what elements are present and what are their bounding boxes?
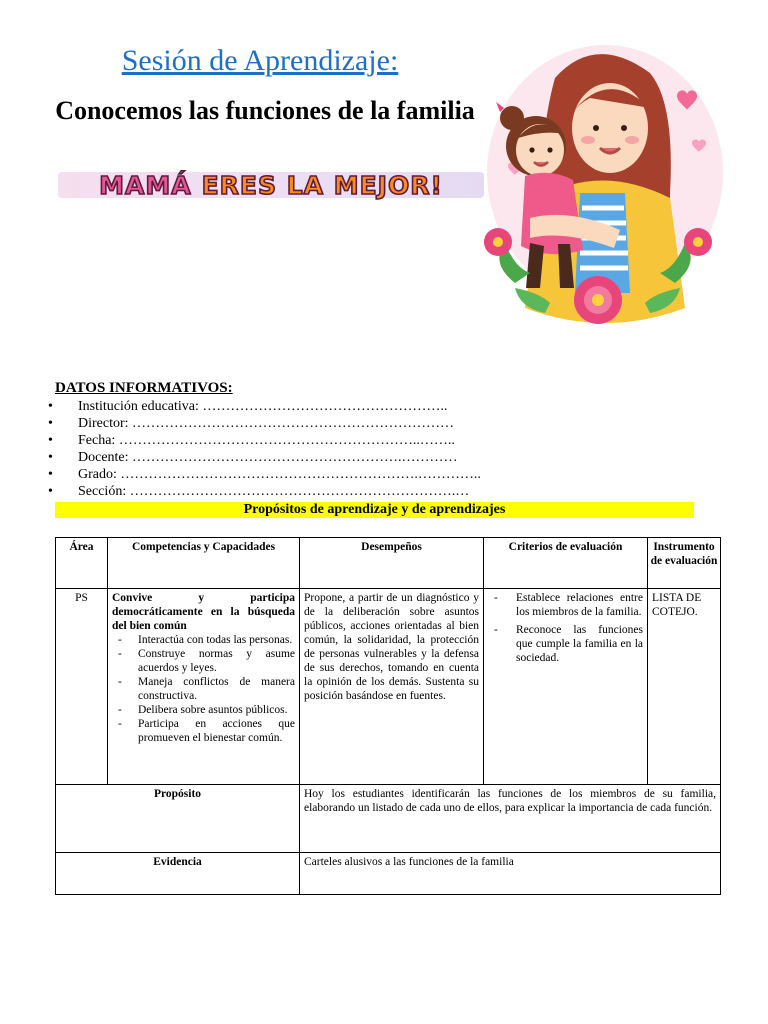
daughter-eye xyxy=(547,147,552,152)
header-criterios: Criterios de evaluación xyxy=(484,538,648,589)
table-row xyxy=(56,589,721,785)
cell-desempeno: Propone, a partir de un diagnóstico y de la deliberación sobre asuntos públicos, acciones orientadas al bien común, la solidaridad, la protección de personas vulnerables y la defensa de sus derechos, tomando en cuenta la opinión de los demás. Sustenta su posición basándose en fuentes. xyxy=(300,589,484,785)
criterios-list xyxy=(488,591,643,665)
proposito-row xyxy=(56,785,721,853)
mother-mouth xyxy=(600,148,620,153)
cell-criterios xyxy=(484,589,648,785)
purposes-heading: Propósitos de aprendizaje y de aprendizajes xyxy=(55,502,694,518)
capacidad-item: - Delibera sobre asuntos públicos. xyxy=(138,703,295,717)
banner-word-mama: MAMÁ xyxy=(99,170,192,200)
competencia-title: Convive y participa democráticamente en la búsqueda del bien común xyxy=(112,592,295,632)
datos-item-grado: • Grado: ……………………………………………………….………….. xyxy=(48,466,568,483)
evidencia-row xyxy=(56,853,721,895)
daughter-mouth xyxy=(534,162,548,166)
cell-instrumento: LISTA DE COTEJO. xyxy=(648,589,721,785)
header-desempenos: Desempeños xyxy=(300,538,484,589)
datos-list xyxy=(48,398,568,500)
evidencia-label: Evidencia xyxy=(56,853,300,895)
mother-cheek xyxy=(625,136,639,144)
flower-icon xyxy=(574,276,622,324)
mother-daughter-illustration xyxy=(470,38,732,348)
daughter-pigtail xyxy=(500,106,524,130)
criterio-item: - Establece relaciones entre los miembros de la familia. xyxy=(516,591,643,619)
cell-competencias xyxy=(108,589,300,785)
capacidad-item: - Participa en acciones que promueven el bienestar común. xyxy=(138,717,295,745)
datos-item-fecha: • Fecha: ………………………………………………………..…….. xyxy=(48,432,568,449)
cell-area: PS xyxy=(56,589,108,785)
capacidad-item: - Maneja conflictos de manera constructiva. xyxy=(138,675,295,703)
mother-eye xyxy=(621,125,627,131)
lesson-title: Conocemos las funciones de la familia xyxy=(55,96,475,125)
flower-icon xyxy=(684,228,712,256)
capacidad-item: - Construye normas y asume acuerdos y leyes. xyxy=(138,647,295,675)
datos-item-institucion: • Institución educativa: …………………………………………….. xyxy=(48,398,568,415)
capacidad-item: - Interactúa con todas las personas. xyxy=(138,633,295,647)
header-instrumento: Instrumento de evaluación xyxy=(648,538,721,589)
mama-banner xyxy=(58,167,484,203)
banner-word-rest: ERES LA MEJOR! xyxy=(201,170,443,200)
datos-item-director: • Director: …………………………………………………………… xyxy=(48,415,568,432)
mother-eye xyxy=(593,125,599,131)
datos-heading: DATOS INFORMATIVOS: xyxy=(55,380,233,396)
session-title: Sesión de Aprendizaje: xyxy=(121,44,399,77)
mother-cheek xyxy=(581,136,595,144)
criterio-item: - Reconoce las funciones que cumple la familia en la sociedad. xyxy=(516,623,643,665)
header-competencias: Competencias y Capacidades xyxy=(108,538,300,589)
datos-item-docente: • Docente: ………………………………………………….………… xyxy=(48,449,568,466)
header-area: Área xyxy=(56,538,108,589)
datos-item-seccion: • Sección: …………………………………………………………….… xyxy=(48,483,568,500)
flower-icon xyxy=(484,228,512,256)
table-header-row xyxy=(56,538,721,589)
daughter-eye xyxy=(529,147,534,152)
proposito-label: Propósito xyxy=(56,785,300,853)
learning-table xyxy=(55,537,721,895)
evidencia-text: Carteles alusivos a las funciones de la familia xyxy=(300,853,721,895)
daughter-dress xyxy=(521,173,583,254)
capacidades-list xyxy=(112,633,295,745)
proposito-text: Hoy los estudiantes identificarán las funciones de los miembros de su familia, elaborando un listado de cada uno de ellos, para explicar la importancia de cada función. xyxy=(300,785,721,853)
